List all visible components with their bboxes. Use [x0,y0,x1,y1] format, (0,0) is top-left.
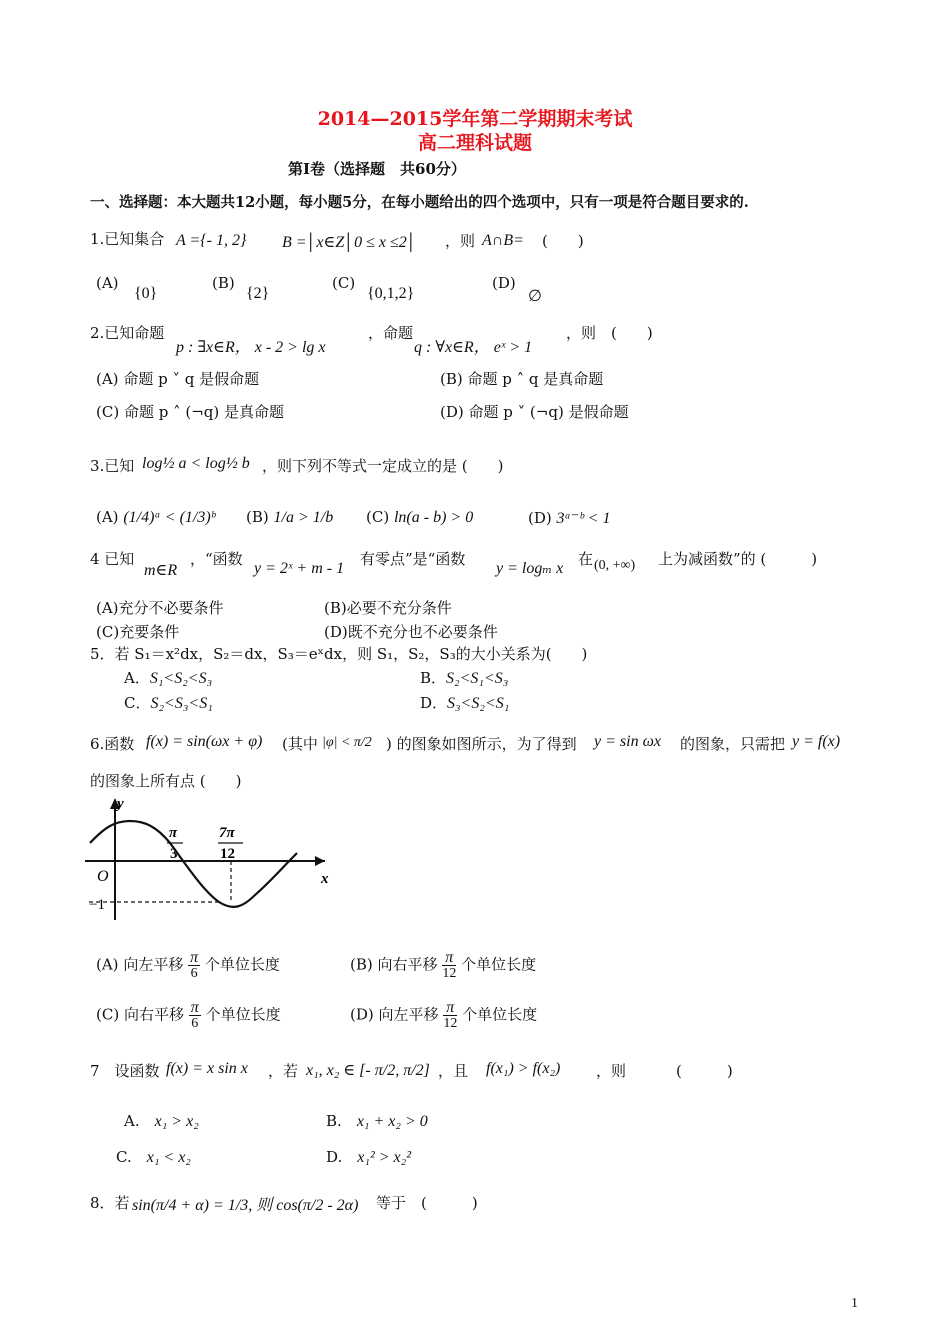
section-heading: 第Ⅰ卷（选择题 共60分） [288,160,466,178]
q7-paren: ( ) [676,1062,733,1080]
q2-q: q : ∀x∈R， eˣ > 1 [414,339,533,356]
q7-text-3: ，则 [596,1062,627,1080]
x-axis-label: x [321,871,329,887]
q1-option-c-label: (C) [332,274,356,292]
q6-stem-a: 6.函数 [90,735,135,753]
q4-condition: m∈R [144,562,178,579]
q2-mid: ，命题 [368,324,414,342]
q7-function: f(x) = x sin x [166,1060,248,1077]
q6-condition: |φ| < π/2 [322,735,372,750]
q6-stem-b: (其中 [282,735,318,753]
q6-target: y = sin ωx [594,733,661,750]
q1-option-a-label: (A) [96,274,119,292]
q8-stem: 8．若 [90,1194,130,1212]
q4-option-c: (C)充要条件 [96,623,180,641]
q1-option-c: {0,1,2} [367,285,415,302]
q1-option-b: {2} [246,285,270,302]
q4-text-3: 在 [578,550,594,568]
q1-set-b: B =│x∈Z│0 ≤ x ≤2│ [282,234,417,251]
q5-option-b: B．S₂<S₁<S₃ [420,669,509,687]
tick2-denominator: 12 [220,846,235,862]
q7-condition: x₁, x₂ ∈ [- π/2, π/2] [306,1062,430,1079]
q4-option-a: (A)充分不必要条件 [96,599,224,617]
q4-option-d: (D)既不充分也不必要条件 [324,623,498,641]
q7-text-1: ，若 [268,1062,299,1080]
q8-expression: sin(π/4 + α) = 1/3, 则 cos(π/2 - 2α) [132,1197,359,1214]
q6-function: f(x) = sin(ωx + φ) [146,733,263,750]
minus-one-label: −1 [89,897,105,913]
tick1-denominator: 3 [170,846,178,862]
q6-option-b: (B) 向右平移 $\frac{\pi}{12}$ 个单位长度 [350,949,537,981]
tick2-numerator: 7π [219,825,235,841]
q5-option-a: A．S₁<S₂<S₃ [124,669,213,687]
q6-stem-c: ) 的图象如图所示，为了得到 [386,735,577,753]
q7-option-d: D. x₁² > x₂² [326,1148,411,1166]
q4-function-1: y = 2ˣ + m - 1 [254,560,345,577]
q3-rest: ，则下列不等式一定成立的是 ( ) [262,457,504,475]
q7-option-a: A. x₁ > x₂ [124,1112,199,1130]
q6-source: y = f(x) [792,733,841,750]
q1-option-b-label: (B) [212,274,235,292]
q2-p: p : ∃x∈R， x - 2 > lg x [176,339,326,356]
q4-text-4: 上为减函数”的 ( ) [658,550,818,568]
q5-stem: 5．若 S₁＝x²dx，S₂＝dx，S₃＝eˣdx，则 S₁，S₂，S₃的大小关系为( ) [90,645,588,663]
q7-condition-2: f(x₁) > f(x₂) [486,1060,561,1077]
y-axis-label: y [117,796,124,812]
q2-option-d: (D) 命题 p ˅ (¬q) 是假命题 [440,403,629,421]
q3-option-c: (C) ln(a - b) > 0 [366,508,474,526]
q6-line-2: 的图象上所有点 ( ) [90,772,242,790]
q5-option-d: D．S₃<S₂<S₁ [420,694,510,712]
q2-end: ，则 ( ) [566,324,653,342]
q6-option-a: (A) 向左平移 $\frac{\pi}{6}$ 个单位长度 [96,949,280,981]
q3-stem: 3.已知 [90,457,135,475]
q1-stem: 1.已知集合 [90,230,165,248]
q4-text-2: 有零点”是“函数 [360,550,466,568]
q3-option-d: (D) 3ᵃ⁻ᵇ < 1 [528,509,611,527]
tick1-numerator: π [169,825,178,841]
q1-paren: ( ) [542,232,584,250]
q1-option-a: {0} [134,285,158,302]
q3-option-b: (B) 1/a > 1/b [246,508,334,526]
q7-text-2: ，且 [438,1062,469,1080]
q7-option-c: C. x₁ < x₂ [116,1148,191,1166]
q2-option-c: (C) 命题 p ˄ (¬q) 是真命题 [96,403,285,421]
sine-curve [90,821,297,907]
q2-option-b: (B) 命题 p ˄ q 是真命题 [440,370,604,388]
q2-option-a: (A) 命题 p ˅ q 是假命题 [96,370,260,388]
instructions: 一、选择题：本大题共12小题，每小题5分，在每小题给出的四个选项中，只有一项是符合题目要求的. [90,194,749,211]
exam-title: 2014—2015学年第二学期期末考试 [317,108,633,130]
q6-option-d: (D) 向左平移 $\frac{\pi}{12}$ 个单位长度 [350,999,538,1031]
q6-stem-d: 的图象，只需把 [680,735,786,753]
q4-option-b: (B)必要不充分条件 [324,599,452,617]
q7-stem: 7 设函数 [90,1062,160,1080]
q4-stem: 4 已知 [90,550,135,568]
q8-end: 等于 ( ) [376,1194,478,1212]
q1-set-a: A ={- 1, 2} [176,232,247,249]
q3-condition: log½ a < log½ b [142,455,250,472]
q1-expr: A∩B= [482,232,524,249]
page-number: 1 [851,1296,858,1311]
q5-option-c: C．S₂<S₃<S₁ [124,694,213,712]
q2-stem: 2.已知命题 [90,324,165,342]
q4-function-2: y = logₘ x [496,560,564,577]
q4-interval: (0, +∞) [594,558,636,573]
q7-option-b: B. x₁ + x₂ > 0 [326,1112,428,1130]
q1-then: ，则 [445,232,476,250]
exam-subtitle: 高二理科试题 [417,132,532,154]
q6-option-c: (C) 向右平移 $\frac{\pi}{6}$ 个单位长度 [96,999,281,1031]
q1-option-d-label: (D) [492,274,516,292]
q4-text-1: ，“函数 [190,550,243,568]
q3-option-a: (A) (1/4)ᵃ < (1/3)ᵇ [96,508,216,526]
q1-option-d: ∅ [528,288,542,305]
x-axis-arrow [315,856,325,866]
q6-graph [85,795,335,930]
origin-label: O [97,868,109,885]
